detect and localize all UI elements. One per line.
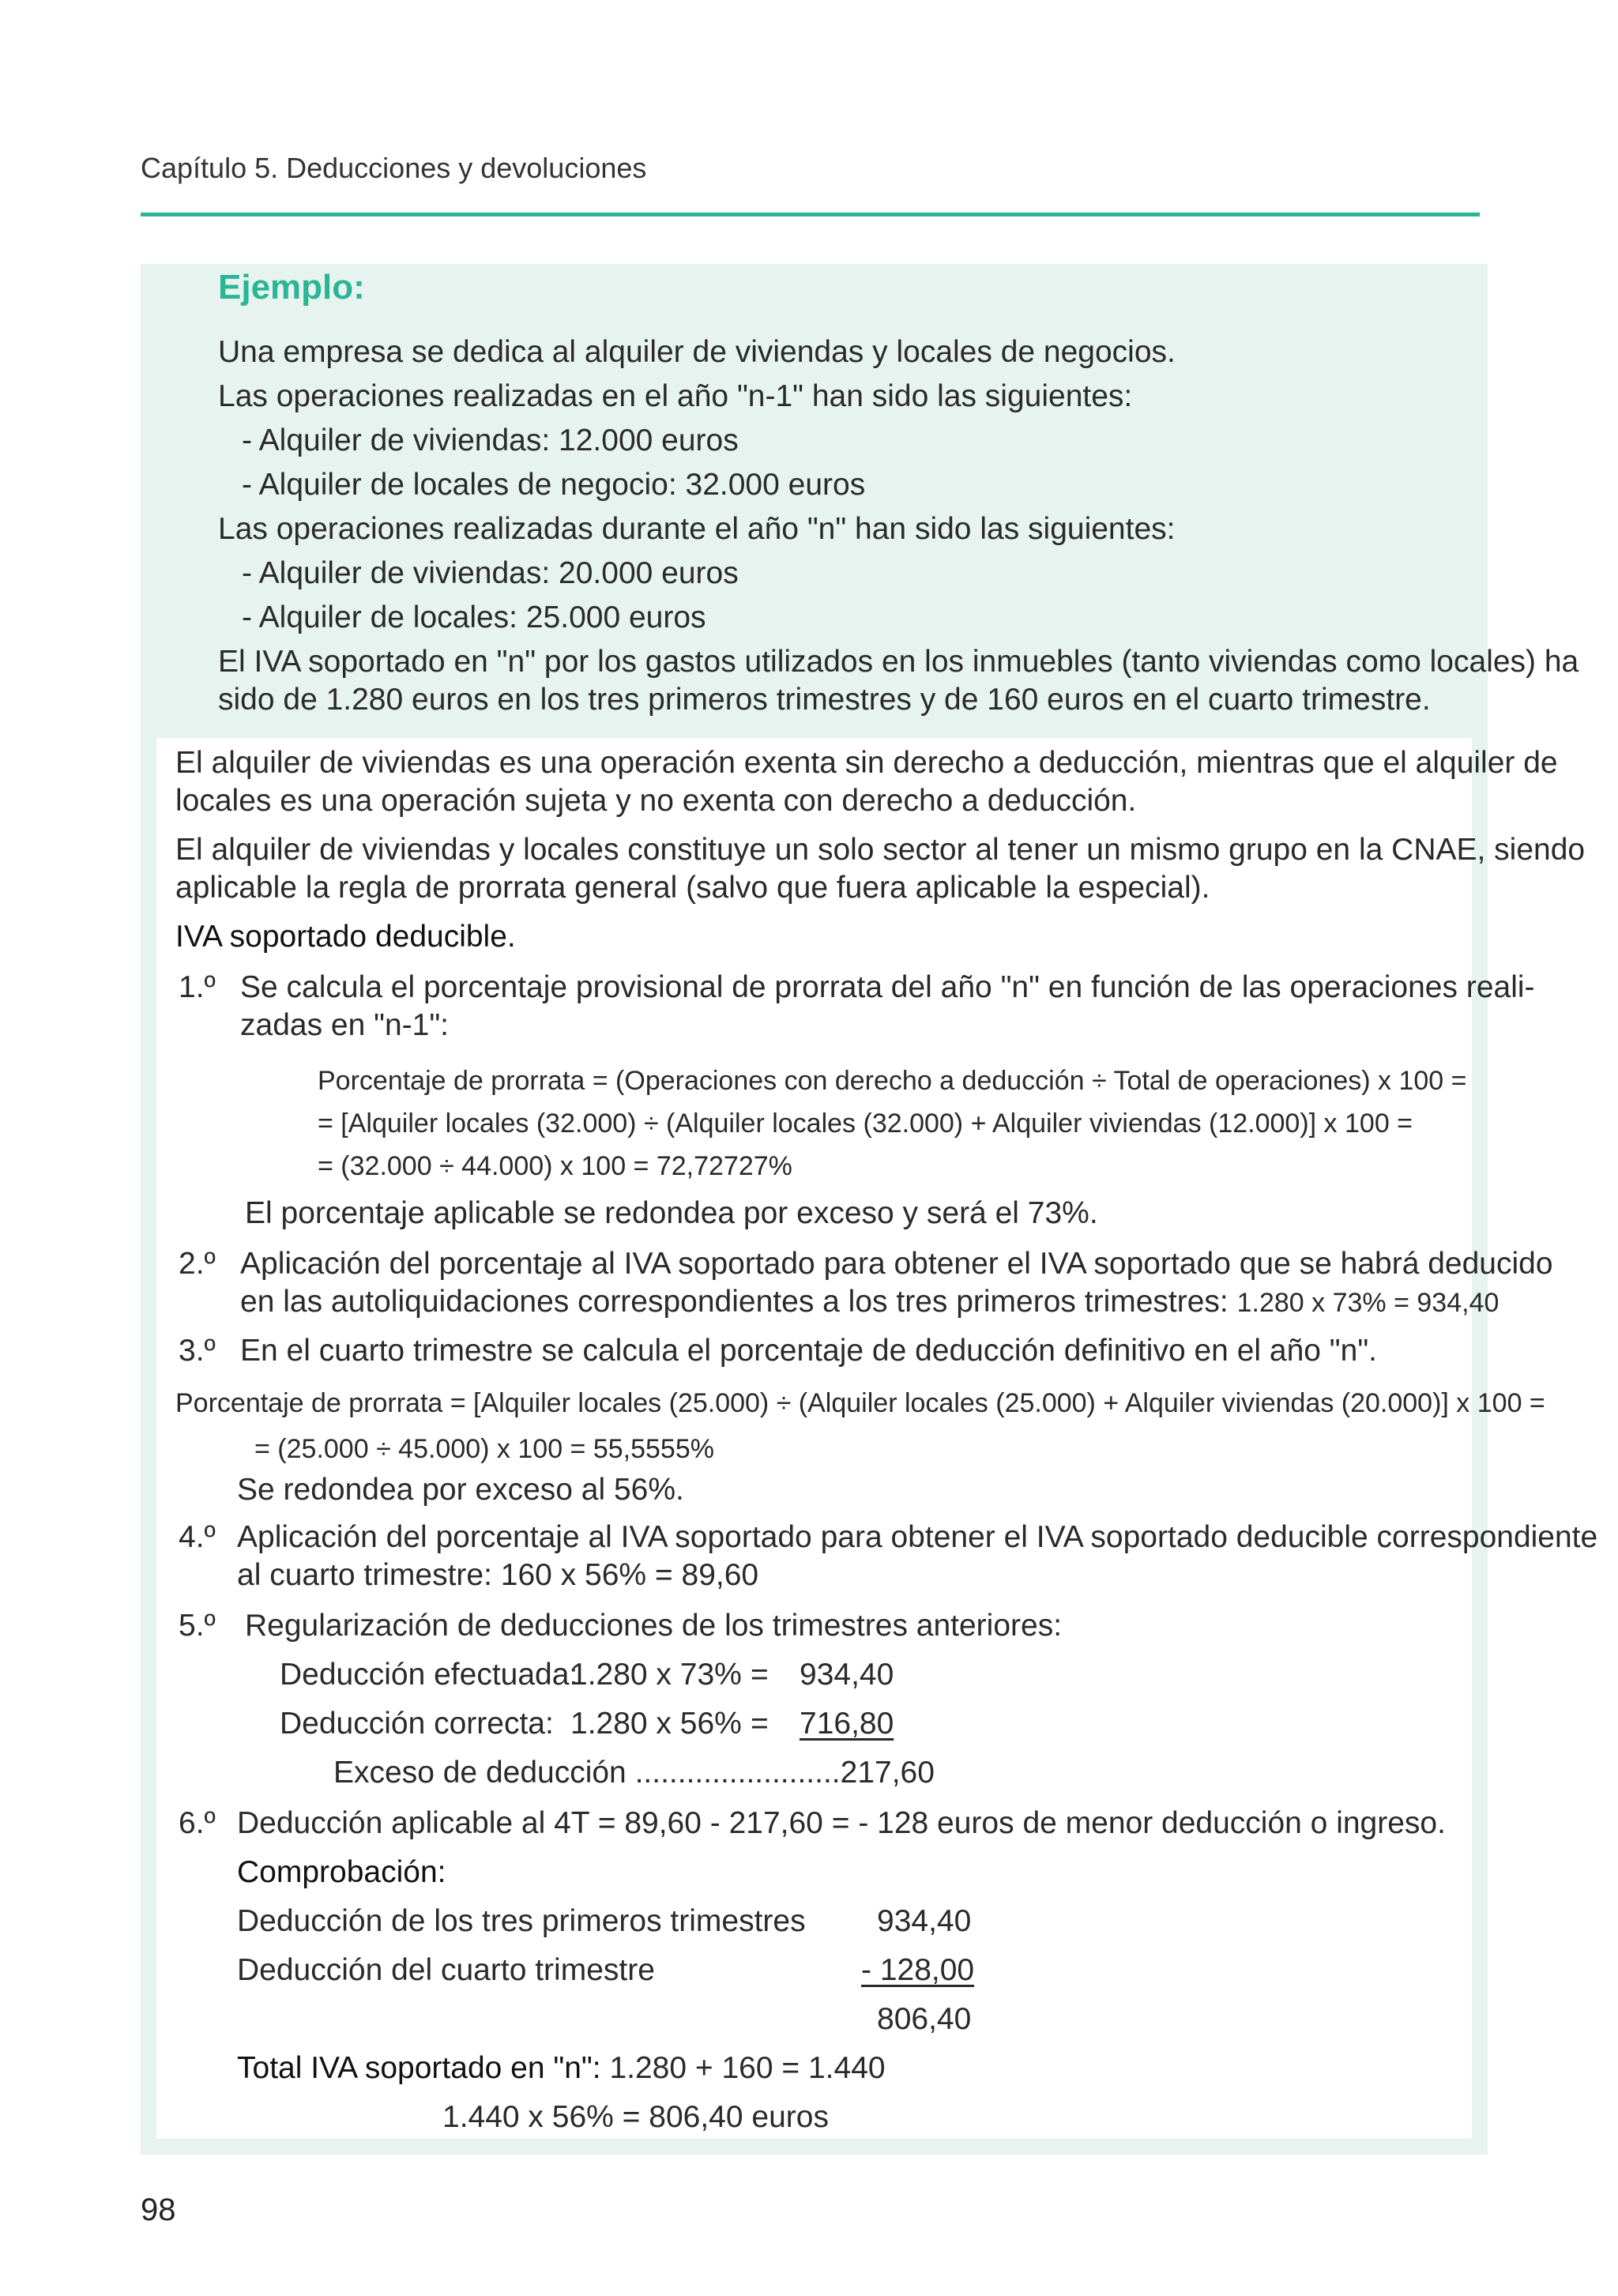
regularization-calc: 1.280 x 56% <box>570 1707 742 1741</box>
solution-intro-line: El alquiler de viviendas es una operación exenta sin derecho a deducción, mientras que el alquiler de <box>175 746 1558 780</box>
example-line: Una empresa se dedica al alquiler de viviendas y locales de negocios. <box>218 335 1176 369</box>
example-line: - Alquiler de locales: 25.000 euros <box>242 600 706 634</box>
solution-intro-line: aplicable la regla de prorrata general (salvo que fuera aplicable la especial). <box>175 871 1210 905</box>
example-title: Ejemplo: <box>218 268 365 307</box>
example-line: Las operaciones realizadas durante el año "n" han sido las siguientes: <box>218 512 1176 546</box>
solution-intro-line: locales es una operación sujeta y no exenta con derecho a deducción. <box>175 784 1137 818</box>
final-result: 1.440 x 56% = 806,40 euros <box>442 2100 829 2134</box>
step-text: zadas en "n-1": <box>240 1008 450 1042</box>
check-label: Deducción de los tres primeros trimestres <box>237 1904 806 1938</box>
header-rule <box>141 213 1480 216</box>
solution-intro-line: El alquiler de viviendas y locales constituye un solo sector al tener un mismo grupo en la CNAE, siendo <box>175 833 1586 867</box>
page-number: 98 <box>141 2192 176 2227</box>
example-line: Las operaciones realizadas en el año "n-1" han sido las siguientes: <box>218 379 1133 413</box>
check-value: - 128,00 <box>861 1953 975 1987</box>
step-number: 5.º <box>179 1609 216 1643</box>
total-label: Total IVA soportado en "n": <box>237 2051 601 2085</box>
step-text: Deducción aplicable al 4T = 89,60 - 217,60 = - 128 euros de menor deducción o ingreso. <box>237 1806 1446 1840</box>
example-line: sido de 1.280 euros en los tres primeros trimestres y de 160 euros en el cuarto trimestre. <box>218 683 1431 717</box>
section-heading: IVA soportado deducible. <box>175 920 516 954</box>
check-label: Deducción del cuarto trimestre <box>237 1953 655 1987</box>
step-note: Se redondea por exceso al 56%. <box>237 1473 684 1507</box>
formula-line: Porcentaje de prorrata = [Alquiler locales (25.000) ÷ (Alquiler locales (25.000) + Alquiler viviendas (20.000)] x 100 = <box>175 1388 1545 1418</box>
step-text: Se calcula el porcentaje provisional de prorrata del año "n" en función de las operaciones reali- <box>240 970 1535 1004</box>
example-line: - Alquiler de viviendas: 20.000 euros <box>242 556 739 590</box>
total-calc: 1.280 + 160 = 1.440 <box>609 2051 886 2085</box>
regularization-eq: = <box>751 1658 769 1692</box>
step-note: El porcentaje aplicable se redondea por exceso y será el 73%. <box>245 1196 1098 1230</box>
step-text: al cuarto trimestre: 160 x 56% = 89,60 <box>237 1558 759 1592</box>
regularization-value: 934,40 <box>800 1658 894 1692</box>
step-number: 4.º <box>179 1520 216 1554</box>
formula-line: Porcentaje de prorrata = (Operaciones con derecho a deducción ÷ Total de operaciones) x 100 = <box>318 1066 1467 1096</box>
step-number: 2.º <box>179 1247 216 1281</box>
example-line: - Alquiler de locales de negocio: 32.000 euros <box>242 468 866 502</box>
excess-line: Exceso de deducción ........................217,60 <box>333 1756 935 1790</box>
step-text: Aplicación del porcentaje al IVA soportado para obtener el IVA soportado que se habrá deducido <box>240 1247 1553 1281</box>
regularization-label: Deducción correcta: <box>280 1707 554 1741</box>
formula-line: = (32.000 ÷ 44.000) x 100 = 72,72727% <box>318 1151 792 1181</box>
step-number: 3.º <box>179 1334 216 1368</box>
step-calc: 1.280 x 73% = 934,40 <box>1236 1288 1499 1318</box>
regularization-value: 716,80 <box>800 1707 894 1741</box>
check-value: 934,40 <box>877 1904 972 1938</box>
regularization-eq: = <box>751 1707 769 1741</box>
step-text: Regularización de deducciones de los trimestres anteriores: <box>245 1609 1063 1643</box>
regularization-label: Deducción efectuada: <box>280 1658 578 1692</box>
step-text: En el cuarto trimestre se calcula el porcentaje de deducción definitivo en el año "n". <box>240 1334 1378 1368</box>
check-total: 806,40 <box>877 2002 972 2036</box>
formula-line: = (25.000 ÷ 45.000) x 100 = 55,5555% <box>254 1434 714 1464</box>
example-line: El IVA soportado en "n" por los gastos utilizados en los inmuebles (tanto viviendas como locales) ha <box>218 645 1579 679</box>
step-number: 1.º <box>179 970 216 1004</box>
step-number: 6.º <box>179 1806 216 1840</box>
example-line: - Alquiler de viviendas: 12.000 euros <box>242 423 739 457</box>
step-text-part: en las autoliquidaciones correspondientes a los tres primeros trimestres: <box>240 1285 1229 1319</box>
formula-line: = [Alquiler locales (32.000) ÷ (Alquiler locales (32.000) + Alquiler viviendas (12.000)] x 100 = <box>318 1108 1413 1139</box>
step-text: Aplicación del porcentaje al IVA soportado para obtener el IVA soportado deducible correspondiente <box>237 1520 1598 1554</box>
check-title: Comprobación: <box>237 1855 446 1889</box>
step-text <box>240 1283 1499 1322</box>
regularization-calc: 1.280 x 73% <box>570 1658 742 1692</box>
total-line <box>237 2049 886 2087</box>
chapter-header: Capítulo 5. Deducciones y devoluciones <box>141 152 647 184</box>
